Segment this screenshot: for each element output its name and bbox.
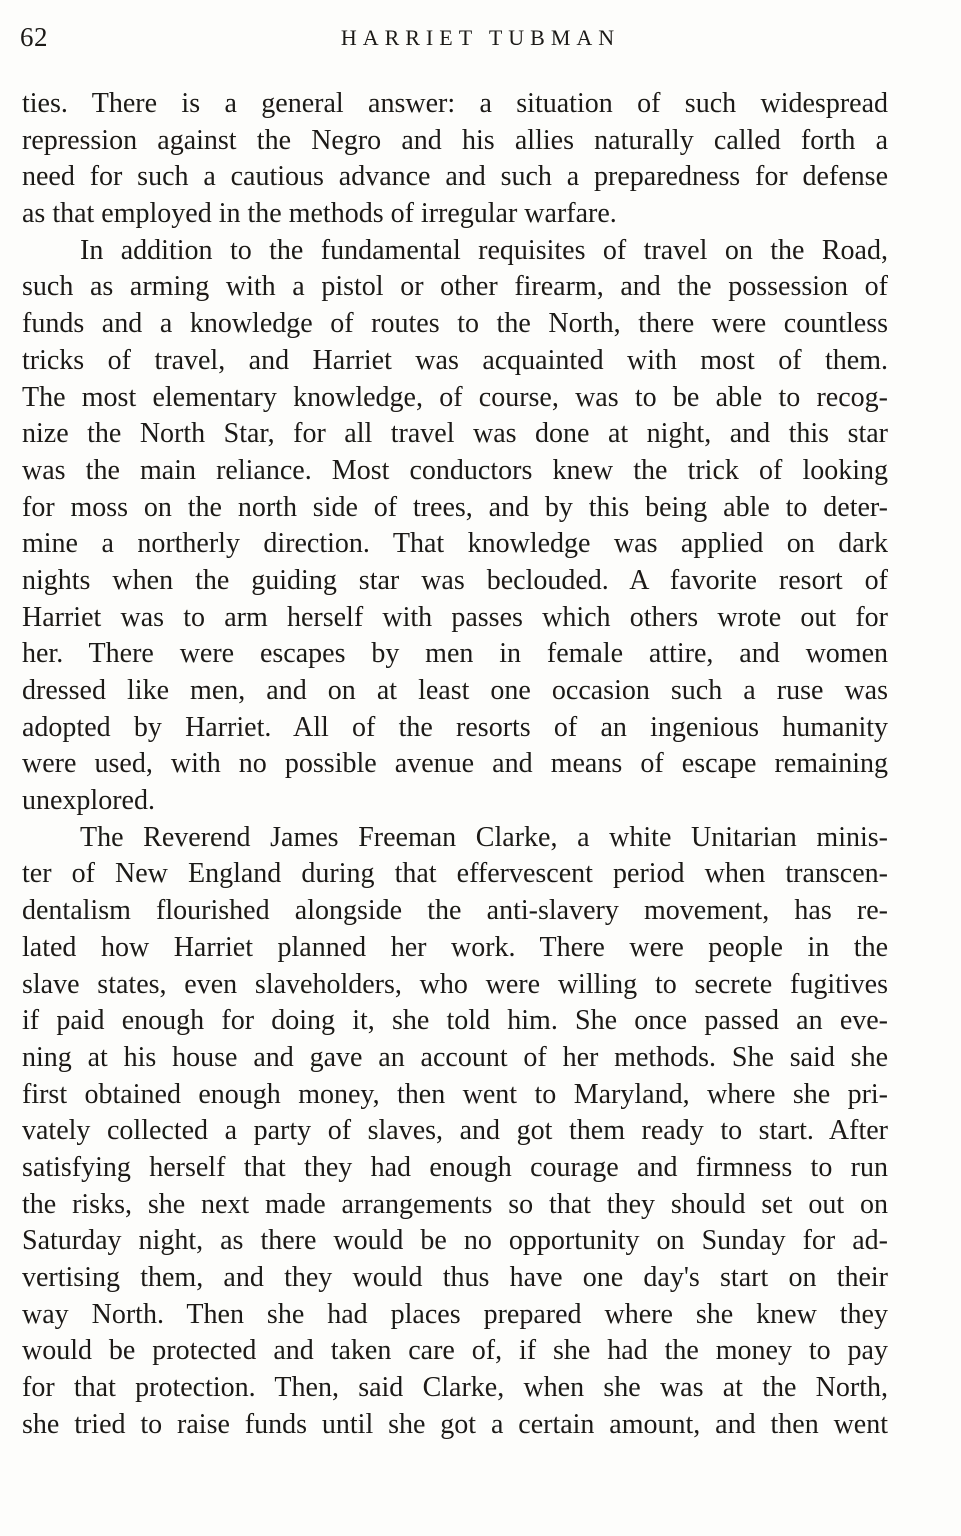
text-line: would be protected and taken care of, if she had the money to pay (22, 1335, 888, 1367)
text-line: satisfying herself that they had enough courage and firmness to run (22, 1151, 888, 1183)
text-line: for that protection. Then, said Clarke, when she was at the North, (22, 1372, 888, 1404)
text-line: nights when the guiding star was beclouded. A favorite resort of (22, 564, 888, 596)
text-line: funds and a knowledge of routes to the North, there were countless (22, 308, 888, 340)
text-line: she tried to raise funds until she got a certain amount, and then went (22, 1408, 888, 1440)
text-line: were used, with no possible avenue and means of escape remaining (22, 748, 888, 780)
text-line: repression against the Negro and his allies naturally called forth a (22, 124, 888, 156)
body-text (22, 86, 888, 1443)
text-line: first obtained enough money, then went to Maryland, where she pri- (22, 1078, 888, 1110)
text-line: ter of New England during that effervescent period when transcen- (22, 858, 888, 890)
text-line: such as arming with a pistol or other firearm, and the possession of (22, 271, 888, 303)
paragraph-start-line: The Reverend James Freeman Clarke, a white Unitarian minis- (80, 821, 888, 853)
running-head: HARRIET TUBMAN (340, 25, 621, 50)
paragraph-end-line: unexplored. (22, 785, 155, 817)
text-line: Saturday night, as there would be no opportunity on Sunday for ad- (22, 1225, 888, 1257)
text-line: tricks of travel, and Harriet was acquainted with most of them. (22, 344, 888, 376)
paragraph-end-line: as that employed in the methods of irregular warfare. (22, 198, 617, 230)
text-line: the risks, she next made arrangements so that they should set out on (22, 1188, 888, 1220)
text-line: vately collected a party of slaves, and got them ready to start. After (22, 1115, 888, 1147)
text-line: way North. Then she had places prepared where she knew they (22, 1298, 888, 1330)
text-line: lated how Harriet planned her work. There were people in the (22, 931, 888, 963)
text-line: was the main reliance. Most conductors knew the trick of looking (22, 454, 888, 486)
text-line: ties. There is a general answer: a situation of such widespread (22, 88, 888, 119)
text-line: her. There were escapes by men in female attire, and women (22, 638, 888, 670)
text-line: nize the North Star, for all travel was done at night, and this star (22, 418, 888, 450)
text-line: dressed like men, and on at least one occasion such a ruse was (22, 675, 888, 706)
text-line: slave states, even slaveholders, who were willing to secrete fugitives (22, 968, 888, 1000)
text-line: for moss on the north side of trees, and by this being able to deter- (22, 491, 888, 523)
page-number: 62 (20, 22, 48, 52)
text-line: ning at his house and gave an account of her methods. She said she (22, 1041, 888, 1073)
text-line: vertising them, and they would thus have one day's start on their (22, 1262, 888, 1293)
text-line: The most elementary knowledge, of course, was to be able to recog- (22, 381, 888, 413)
text-line: dentalism flourished alongside the anti-slavery movement, has re- (22, 895, 888, 927)
text-line: if paid enough for doing it, she told him. She once passed an eve- (22, 1005, 888, 1037)
text-line: Harriet was to arm herself with passes which others wrote out for (22, 601, 888, 633)
text-line: mine a northerly direction. That knowledge was applied on dark (22, 528, 888, 560)
text-line: need for such a cautious advance and such a preparedness for defense (22, 161, 888, 193)
paragraph-start-line: In addition to the fundamental requisites of travel on the Road, (80, 234, 888, 266)
text-line: adopted by Harriet. All of the resorts of an ingenious humanity (22, 711, 888, 743)
